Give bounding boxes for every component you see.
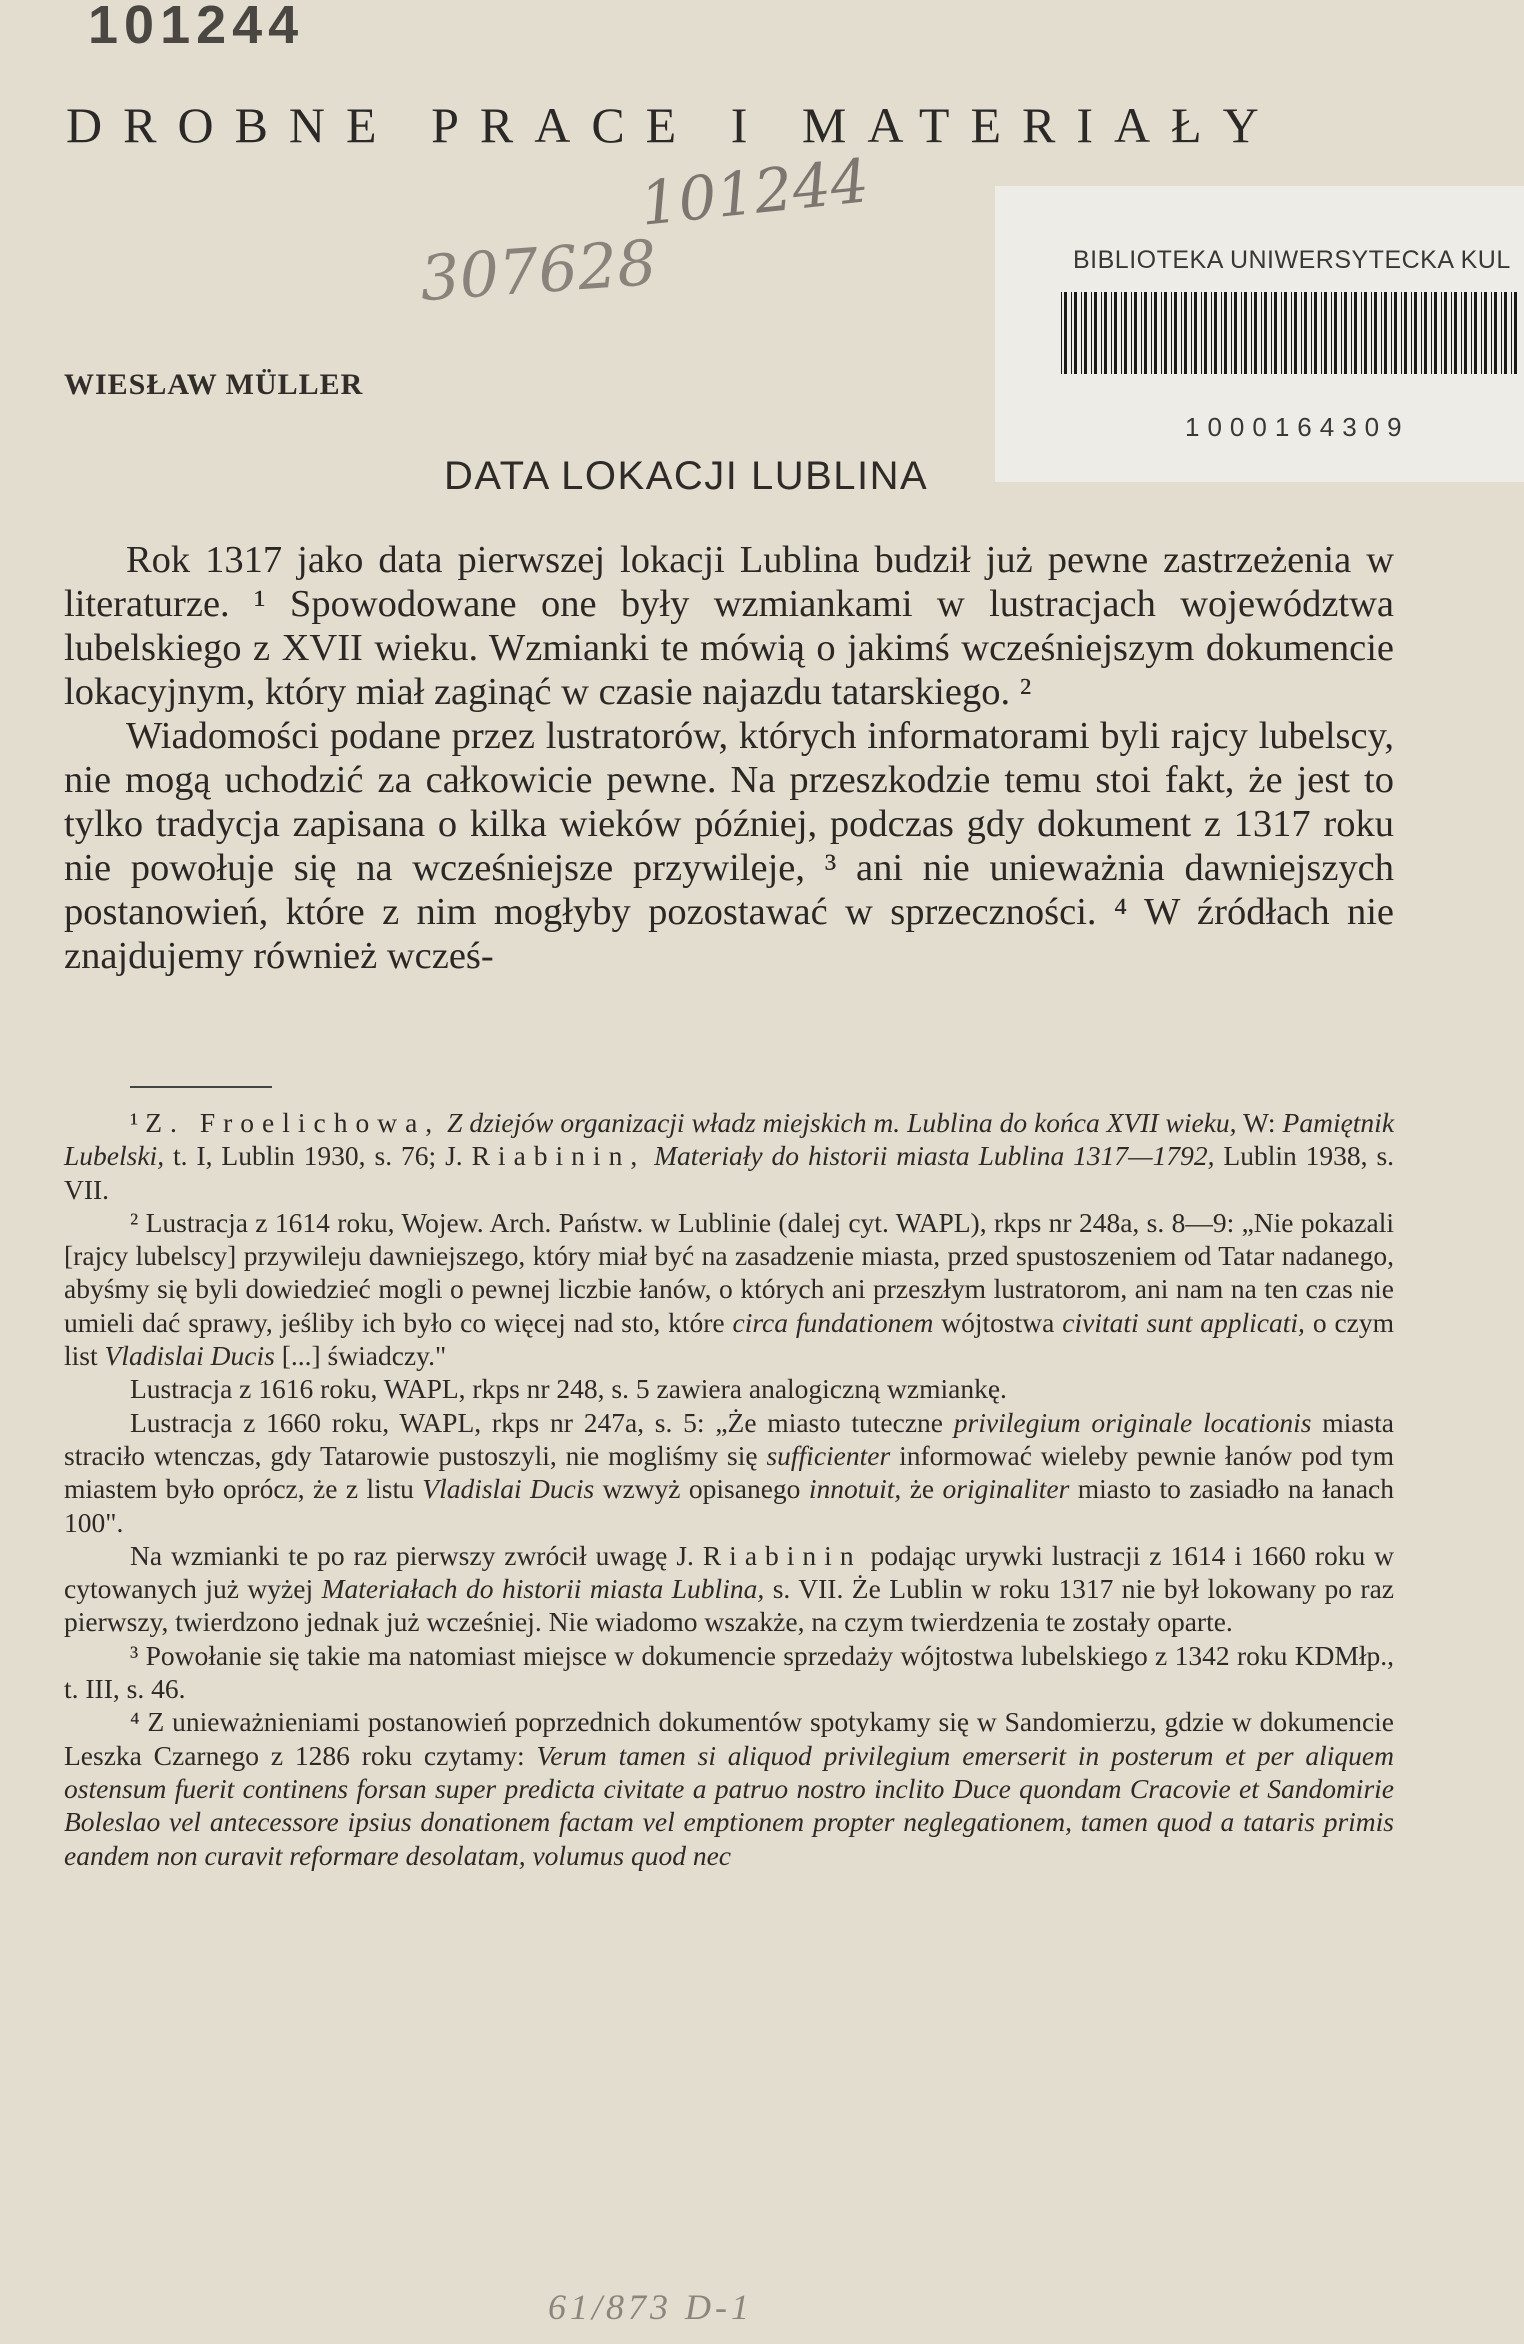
footnote-4: ⁴ Z unieważnieniami postanowień poprzednich dokumentów spotykamy się w Sandomierzu, gdzie w dokumencie Leszka Czarnego z 1286 roku czytamy: Verum tamen si aliquod privilegium emerserit in posterum et per aliquem ostensum fuerit continens forsan super predicta civitate a patruo nostro inclito Duce quondam Cracovie et Sandomirie Boleslao vel antecessore ipsius donationem factam vel emptionem propter neglegationem, tamen quod a tataris primis eandem non curavit reformare desolatam, volumus quod nec — [64, 1706, 1395, 1871]
handwritten-stamp-number: 101244 — [88, 0, 305, 55]
footnote-2-continued: Lustracja z 1660 roku, WAPL, rkps nr 247a, s. 5: „Że miasto tuteczne privilegium originale locationis miasta straciło wtenczas, gdy Tatarowie pustoszyli, nie mogliśmy się sufficienter informować wieleby pewnie łanów pod tym miastem było oprócz, że z listu Vladislai Ducis wzwyż opisanego innotuit, że originaliter miasto to zasiadło na łanach 100". — [64, 1406, 1395, 1538]
handwritten-bottom-note: 61/873 D-1 — [548, 2287, 753, 2327]
library-barcode-label — [995, 186, 1524, 482]
footnote-2: ² Lustracja z 1614 roku, Wojew. Arch. Państw. w Lublinie (dalej cyt. WAPL), rkps nr 248a, s. 8—9: „Nie pokazali [rajcy lubelscy] przywileju dawniejszego, który miał być na zasadzenie miasta, przed spustoszeniem od Tatar nadanego, abyśmy się byli dowiedzieć mogli o pewnej liczbie łanów, o których ani przeszłym lustratorom, ani nam na ten czas nie umieli dać sprawy, jeśliby ich było co więcej nad sto, które circa fundationem wójtostwa civitati sunt applicati, o czym list Vladislai Ducis [...] świadczy." — [64, 1206, 1395, 1372]
barcode-number: 1000164309 — [1185, 412, 1410, 442]
library-name: BIBLIOTEKA UNIWERSYTECKA KUL — [1073, 246, 1511, 274]
footnote-2-continued: Lustracja z 1616 roku, WAPL, rkps nr 248, s. 5 zawiera analogiczną wzmiankę. — [130, 1373, 1007, 1405]
footnote-1: ¹ Z. Froelichowa, Z dziejów organizacji władz miejskich m. Lublina do końca XVII wieku, W: Pamiętnik Lubelski, t. I, Lublin 1930, s. 76; J. Riabinin, Materiały do historii miasta Lublina 1317—1792, Lublin 1938, s. VII. — [64, 1107, 1395, 1205]
article-title: DATA LOKACJI LUBLINA — [444, 454, 929, 498]
handwritten-inventory-mark: 307628 — [417, 225, 659, 316]
barcode-icon — [1061, 292, 1524, 374]
handwritten-call-mark: 101244 — [636, 146, 873, 240]
footnote-2-continued: Na wzmianki te po raz pierwszy zwrócił uwagę J. Riabinin podając urywki lustracji z 1614 i 1660 roku w cytowanych już wyżej Materiałach do historii miasta Lublina, s. VII. Że Lublin w roku 1317 nie był lokowany po raz pierwszy, twierdzono jednak już wcześniej. Nie wiadomo wszakże, na czym twierdzenia te zostały oparte. — [64, 1539, 1395, 1638]
author-name: WIESŁAW MÜLLER — [64, 368, 364, 401]
footnote-3: ³ Powołanie się takie ma natomiast miejsce w dokumencie sprzedaży wójtostwa lubelskiego z 1342 roku KDMłp., t. III, s. 46. — [64, 1639, 1395, 1705]
footnote-divider — [130, 1086, 272, 1088]
paragraph: Wiadomości podane przez lustratorów, których informatorami byli rajcy lubelscy, nie mogą uchodzić za całkowicie pewne. Na przeszkodzie temu stoi fakt, że jest to tylko tradycja zapisana o kilka wieków później, podczas gdy dokument z 1317 roku nie powołuje się na wcześniejsze przywileje, ³ ani nie unieważnia dawniejszych postanowień, które z nim mogłyby pozostawać w sprzeczności. ⁴ W źródłach nie znajdujemy również wcześ- — [64, 715, 1395, 977]
article-body — [64, 538, 1394, 978]
paragraph: Rok 1317 jako data pierwszej lokacji Lublina budził już pewne zastrzeżenia w literaturze. ¹ Spowodowane one były wzmiankami w lustracjach województwa lubelskiego z XVII wieku. Wzmianki te mówią o jakimś wcześniejszym dokumencie lokacyjnym, który miał zaginąć w czasie najazdu tatarskiego. ² — [64, 539, 1395, 713]
footnotes — [64, 1106, 1394, 1872]
series-title: DROBNE PRACE I MATERIAŁY — [66, 97, 1280, 153]
